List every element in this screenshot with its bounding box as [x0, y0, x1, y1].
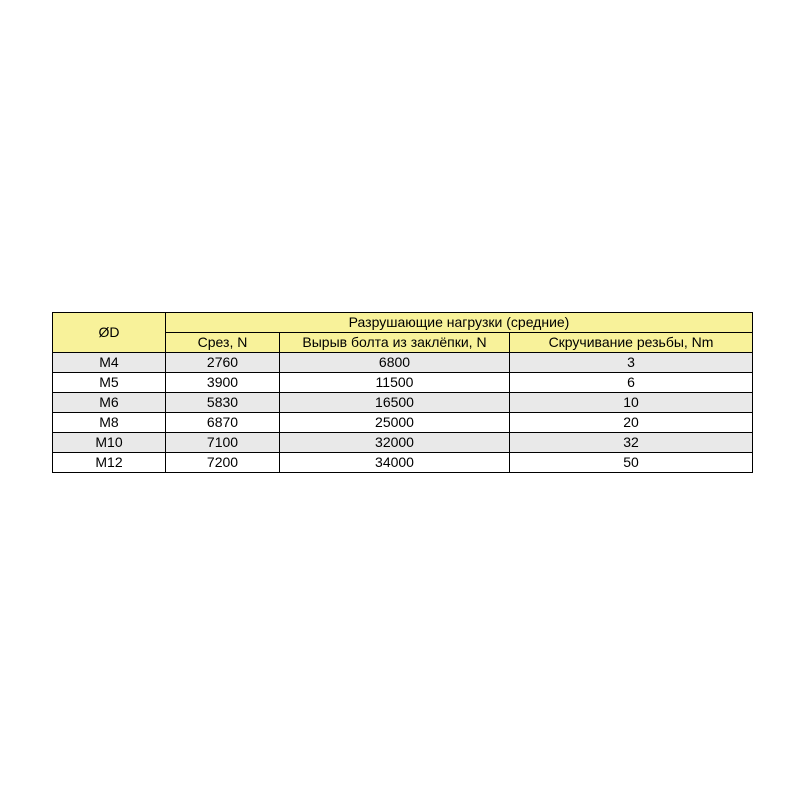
table-row	[53, 373, 753, 393]
pullout-cell: 34000	[280, 453, 510, 473]
size-cell: M5	[53, 373, 166, 393]
torque-cell: 50	[510, 453, 753, 473]
pullout-cell: 32000	[280, 433, 510, 453]
size-cell: M10	[53, 433, 166, 453]
table-row	[53, 453, 753, 473]
size-cell: M4	[53, 353, 166, 373]
pullout-cell: 6800	[280, 353, 510, 373]
table-row	[53, 353, 753, 373]
shear-cell: 7100	[166, 433, 280, 453]
table-row	[53, 393, 753, 413]
size-cell: M6	[53, 393, 166, 413]
torque-cell: 20	[510, 413, 753, 433]
torque-cell: 10	[510, 393, 753, 413]
torque-cell: 6	[510, 373, 753, 393]
size-cell: M8	[53, 413, 166, 433]
shear-column-header: Срез, N	[166, 333, 280, 353]
table-row	[53, 433, 753, 453]
shear-cell: 3900	[166, 373, 280, 393]
pullout-cell: 11500	[280, 373, 510, 393]
size-cell: M12	[53, 453, 166, 473]
pullout-cell: 16500	[280, 393, 510, 413]
shear-cell: 7200	[166, 453, 280, 473]
table-row	[53, 413, 753, 433]
shear-cell: 5830	[166, 393, 280, 413]
diameter-header: ØD	[53, 313, 166, 353]
pullout-cell: 25000	[280, 413, 510, 433]
torque-column-header: Скручивание резьбы, Nm	[510, 333, 753, 353]
pullout-column-header: Вырыв болта из заклёпки, N	[280, 333, 510, 353]
shear-cell: 2760	[166, 353, 280, 373]
torque-cell: 32	[510, 433, 753, 453]
breaking-loads-group-header: Разрушающие нагрузки (средние)	[166, 313, 753, 333]
breaking-loads-table	[52, 312, 753, 473]
header-row-group	[53, 313, 753, 333]
torque-cell: 3	[510, 353, 753, 373]
shear-cell: 6870	[166, 413, 280, 433]
